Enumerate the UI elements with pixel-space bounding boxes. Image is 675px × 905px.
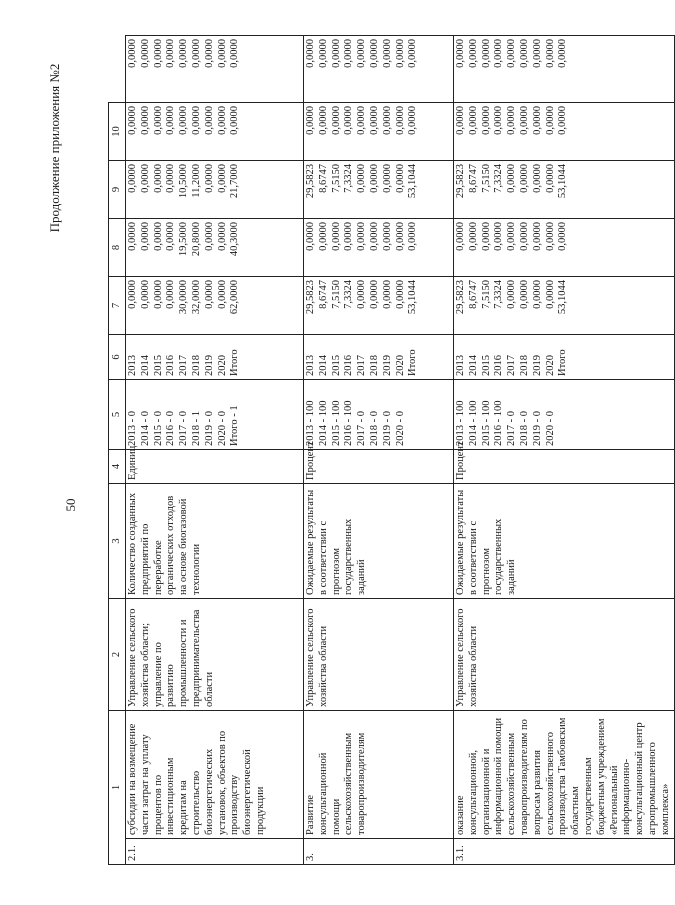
row-col-8: 0,0000 0,0000 0,0000 0,0000 10,5000 11,2000 0,0000 0,0000 21,7000 <box>126 161 304 219</box>
col-header-6: 6 <box>109 335 126 380</box>
row-name: оказание консультационной, организационной и информационной помощи сельскохозяйственным товаропроизводителям по вопросам развития сельскохозяйственного производства Тамбовским областным государственным бюджетным учреждением «Региональный информационно-консультационный центр агропромышленного комплекса» <box>454 711 675 839</box>
row-name: Развитие консультационной помощи сельскохозяйственным товаропроизводителям <box>304 711 454 839</box>
row-unit: Процент <box>454 450 675 484</box>
row-targets: 2013 - 100 2014 - 100 2015 - 100 2016 - 100 2017 - 0 2018 - 0 2019 - 0 2020 - 0 <box>304 380 454 450</box>
row-code: 2.1. <box>126 839 304 865</box>
row-years: 2013 2014 2015 2016 2017 2018 2019 2020 Итого <box>304 335 454 380</box>
row-executor: Управление сельского хозяйства области; управление по развитию промышленности и предпринимательства области <box>126 599 304 711</box>
col-header-2: 2 <box>109 599 126 711</box>
row-col-9: 0,0000 0,0000 0,0000 0,0000 0,0000 0,0000 0,0000 0,0000 0,0000 <box>126 103 304 161</box>
row-name: субсидии на возмещение части затрат на уплату процентов по инвестиционным кредитам на строительство биоэнергетических установок, объектов по производству биоэнергетической продукции <box>126 711 304 839</box>
row-col-10: 0,0000 0,0000 0,0000 0,0000 0,0000 0,0000 0,0000 0,0000 0,0000 <box>454 36 675 103</box>
row-indicator: Количество созданных предприятий по переработке органических отходов на основе биогазовой технологии <box>126 484 304 599</box>
col-header-10: 10 <box>109 103 126 161</box>
page-number: 50 <box>63 498 78 512</box>
row-years: 2013 2014 2015 2016 2017 2018 2019 2020 Итого <box>126 335 304 380</box>
row-indicator: Ожидаемые результаты в соответствии с прогнозом государственных заданий <box>304 484 454 599</box>
row-indicator: Ожидаемые результаты в соответствии с прогнозом государственных заданий <box>454 484 675 599</box>
row-executor: Управление сельского хозяйства области <box>454 599 675 711</box>
table-row <box>454 36 675 865</box>
col-header-7: 7 <box>109 277 126 335</box>
rotated-table-container <box>108 35 671 865</box>
program-table <box>108 35 675 865</box>
row-col-7: 0,0000 0,0000 0,0000 0,0000 0,0000 0,0000 0,0000 0,0000 0,0000 <box>304 219 454 277</box>
row-col-7: 0,0000 0,0000 0,0000 0,0000 19,5000 20,8000 0,0000 0,0000 40,3000 <box>126 219 304 277</box>
col-header-3: 3 <box>109 484 126 599</box>
col-header-8: 8 <box>109 219 126 277</box>
col-header-4: 4 <box>109 450 126 484</box>
table-body <box>126 36 675 865</box>
table-row <box>126 36 304 865</box>
row-col-9: 0,0000 0,0000 0,0000 0,0000 0,0000 0,0000 0,0000 0,0000 0,0000 <box>454 103 675 161</box>
row-col-10: 0,0000 0,0000 0,0000 0,0000 0,0000 0,0000 0,0000 0,0000 0,0000 <box>304 36 454 103</box>
row-col-10: 0,0000 0,0000 0,0000 0,0000 0,0000 0,0000 0,0000 0,0000 0,0000 <box>126 36 304 103</box>
table-row <box>304 36 454 865</box>
row-code: 3. <box>304 839 454 865</box>
row-targets: 2013 - 0 2014 - 0 2015 - 0 2016 - 0 2017 - 0 2018 - 1 2019 - 0 2020 - 0 Итого - 1 <box>126 380 304 450</box>
row-col-9: 0,0000 0,0000 0,0000 0,0000 0,0000 0,0000 0,0000 0,0000 0,0000 <box>304 103 454 161</box>
row-targets: 2013 - 100 2014 - 100 2015 - 100 2016 - 100 2017 - 0 2018 - 0 2019 - 0 2020 - 0 <box>454 380 675 450</box>
row-col-6: 29,5823 8,6747 7,5150 7,3324 0,0000 0,0000 0,0000 0,0000 53,1044 <box>454 277 675 335</box>
row-col-7: 0,0000 0,0000 0,0000 0,0000 0,0000 0,0000 0,0000 0,0000 0,0000 <box>454 219 675 277</box>
row-code: 3.1. <box>454 839 675 865</box>
row-unit: Процент <box>304 450 454 484</box>
col-header-5: 5 <box>109 380 126 450</box>
col-header-9: 9 <box>109 161 126 219</box>
row-col-6: 0,0000 0,0000 0,0000 0,0000 30,0000 32,0000 0,0000 0,0000 62,0000 <box>126 277 304 335</box>
row-col-6: 29,5823 8,6747 7,5150 7,3324 0,0000 0,0000 0,0000 0,0000 53,1044 <box>304 277 454 335</box>
appendix-title: Продолжение приложения №2 <box>47 63 62 233</box>
row-col-8: 29,5823 8,6747 7,5150 7,3324 0,0000 0,0000 0,0000 0,0000 53,1044 <box>454 161 675 219</box>
row-unit: Единиц <box>126 450 304 484</box>
row-col-8: 29,5823 8,6747 7,5150 7,3324 0,0000 0,0000 0,0000 0,0000 53,1044 <box>304 161 454 219</box>
row-years: 2013 2014 2015 2016 2017 2018 2019 2020 Итого <box>454 335 675 380</box>
row-executor: Управление сельского хозяйства области <box>304 599 454 711</box>
header-row <box>109 36 126 865</box>
col-header-1: 1 <box>109 711 126 865</box>
